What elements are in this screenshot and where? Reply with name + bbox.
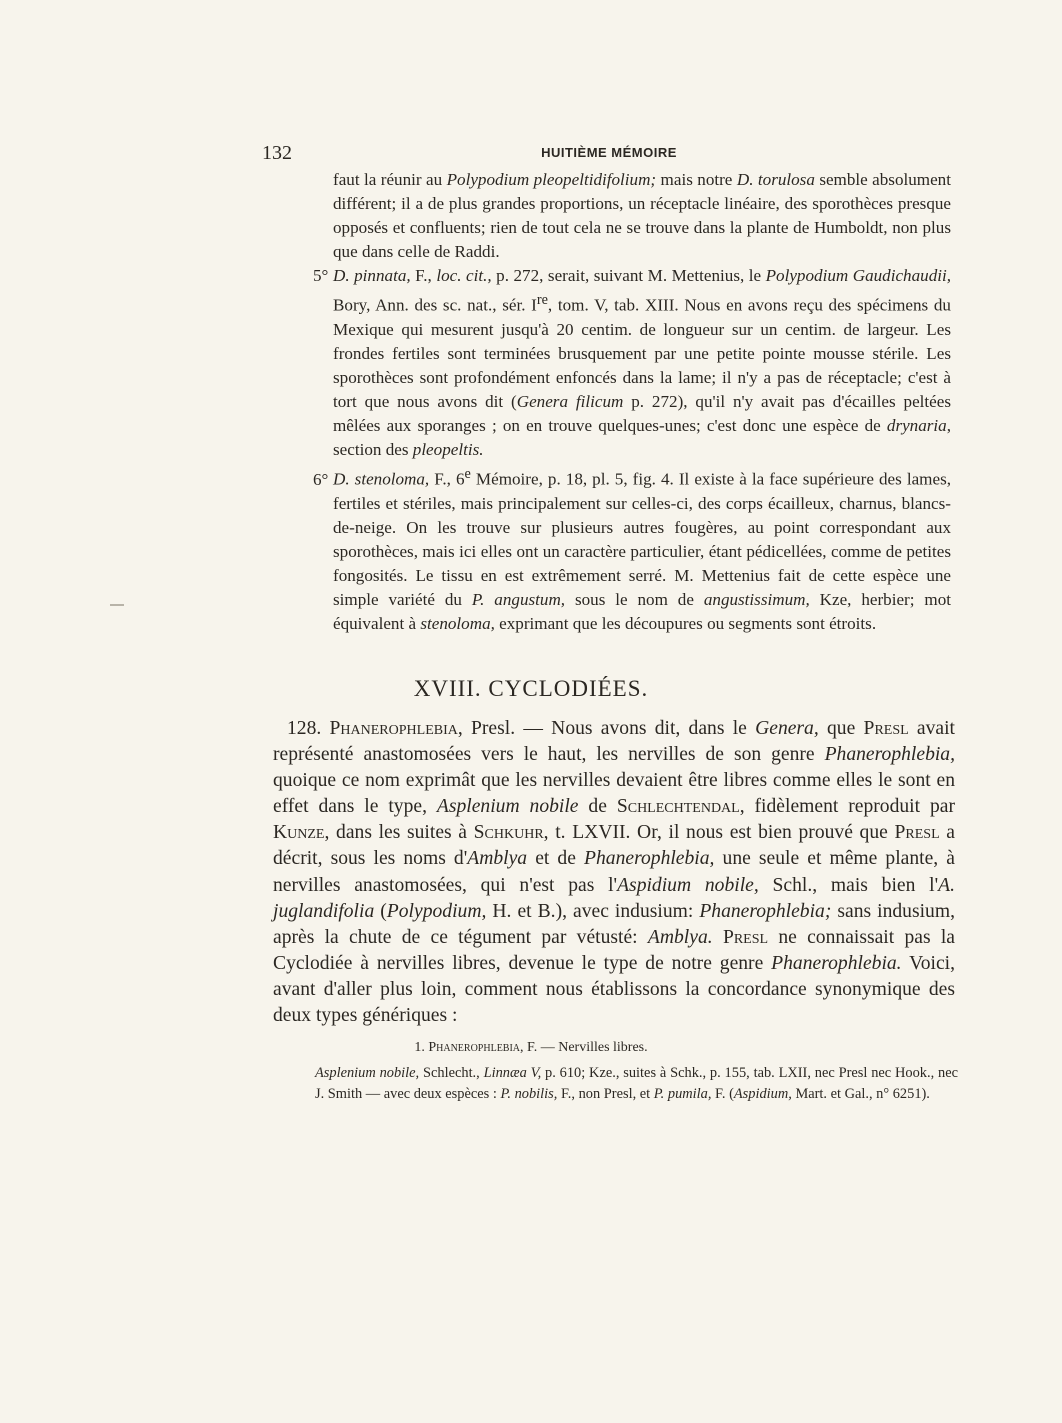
main-paragraph: 128. Phanerophlebia, Presl. — Nous avons dit, dans le Genera, que Presl avait représenté anastomosées vers le haut, les nervilles de son genre Phanerophlebia, quoique ce nom exprimât que les nervilles devaient être libres comme elles le sont en effet dans le type, Asplenium nobile de Schlechtendal, fidèlement reproduit par Kunze, dans les suites à Schkuhr, t. LXVII. Or, il nous est bien prouvé que Presl a décrit, sous les noms d'Amblya et de Phanerophlebia, une seule et même plante, à nervilles anastomosées, qui n'est pas l'Aspidium nobile, Schl., mais bien l'A. juglandifolia (Polypodium, H. et B.), avec indusium: Phanerophlebia; sans indusium, après la chute de ce tégument par vétusté: Amblya. Presl ne connaissait pas la Cyclodiée à nervilles libres, devenue le type de notre genre Phanerophlebia. Voici, avant d'aller plus loin, comment nous établissons la concordance synonymique des deux types génériques : [273, 718, 955, 1027]
note-item-5: 5° D. pinnata, F., loc. cit., p. 272, serait, suivant M. Mettenius, le Polypodium Gaudichaudii, Bory, Ann. des sc. nat., sér. Ire, tom. V, tab. XIII. Nous en avons reçu des spécimens du Mexique qui mesurent jusqu'à 20 centim. de longueur sur un centim. de largeur. Les frondes fertiles sont terminées brusquement par une petite pointe mousse stérile. Les sporothèces sont profondément enfoncés dans la lame; il n'y a pas de réceptacle; c'est à tort que nous avons dit (Genera filicum p. 272), qu'il n'y avait pas d'écailles peltées mêlées aux sporanges ; on en trouve quelques-unes; c'est donc une espèce de drynaria, section des pleopeltis. [313, 266, 952, 460]
species-notes [313, 168, 952, 636]
note-item-6: 6° D. stenoloma, F., 6e Mémoire, p. 18, pl. 5, fig. 4. Il existe à la face supérieure des lames, fertiles et stériles, mais principalement sur celles-ci, des corps écailleux, charnus, blancs-de-neige. On les trouve sur plusieurs autres fougères, au point correspondant aux sporothèces, mais ici elles ont un caractère particulier, étant pédicellées, comme de petites fongosités. Le tissu en est extrêmement serré. M. Mettenius fait de cette espèce une simple variété du P. angustum, sous le nom de angustissimum, Kze, herbier; mot équivalent à stenoloma, exprimant que les découpures ou segments sont étroits. [313, 466, 951, 634]
intro-paragraph: faut la réunir au Polypodium pleopeltidifolium; mais notre D. torulosa semble absolument différent; il a de plus grandes proportions, un réceptacle linéaire, des sporothèces presque opposés et confluents; rien de tout cela ne se trouve dans la plante de Humboldt, non plus que dans celle de Raddi. [333, 170, 951, 262]
page-number: 132 [262, 142, 292, 164]
margin-mark [110, 604, 124, 606]
item-number: 5° [313, 266, 329, 286]
section-heading: XVIII. CYCLODIÉES. [413, 676, 649, 701]
running-head: HUITIÈME MÉMOIRE [541, 145, 677, 160]
synonymy-title: 1. Phanerophlebia, F. — Nervilles libres. [414, 1040, 648, 1055]
page-header [262, 142, 956, 164]
synonymy-entry: Asplenium nobile, Schlecht., Linnæa V, p. 610; Kze., suites à Schk., p. 155, tab. LXII, nec Presl nec Hook., nec J. Smith — avec deux espèces : P. nobilis, F., non Presl, et P. pumila, F. (Aspidium, Mart. et Gal., n° 6251). [315, 1065, 959, 1102]
item-number: 6° [313, 469, 329, 489]
